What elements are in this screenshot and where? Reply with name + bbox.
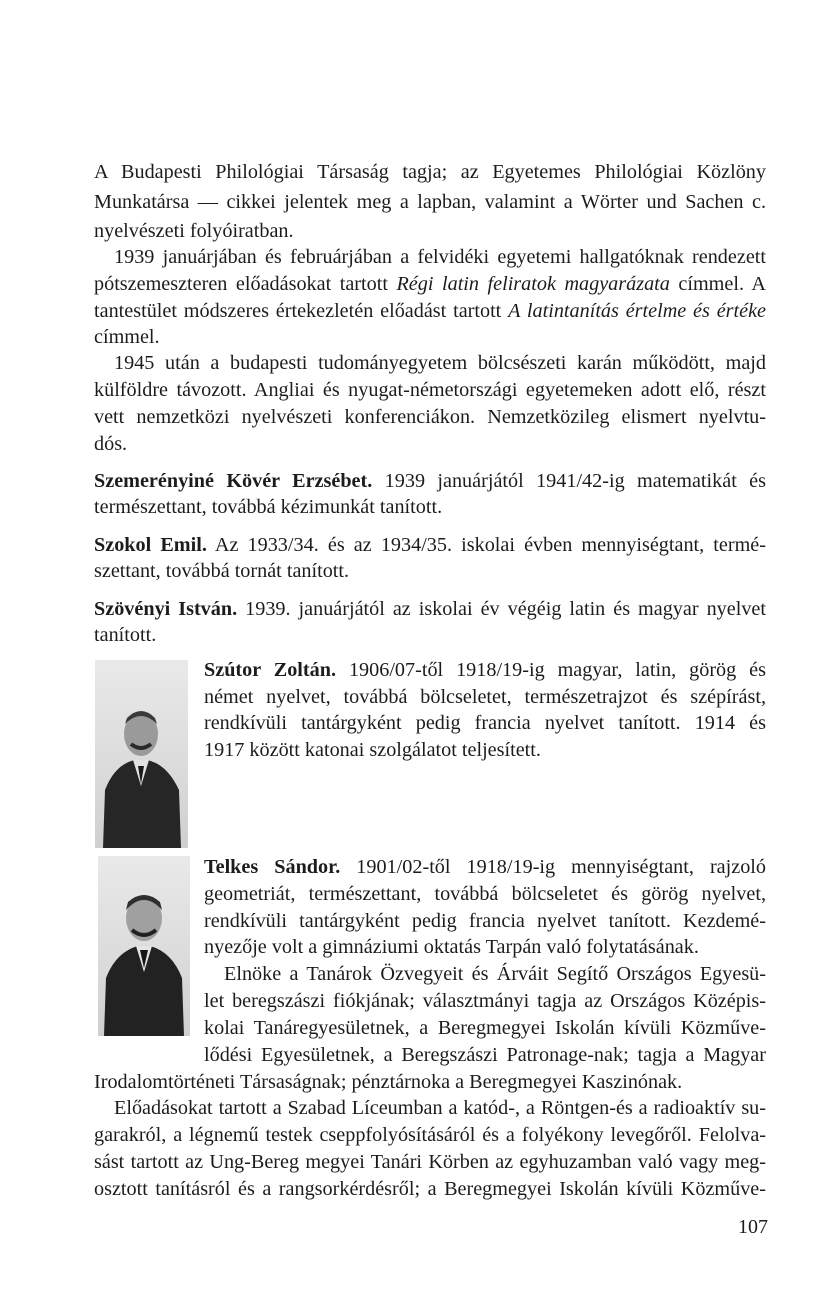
- text-line: szettant, továbbá tornát tanított.: [94, 560, 350, 582]
- text-line: [94, 532, 766, 558]
- text-run: pótszemeszteren előadásokat tartott: [94, 273, 397, 295]
- text-line: osztott tanításról és a rangsorkérdésről; a Beregmegyei Iskolán kívüli Közműve-: [94, 1178, 766, 1200]
- text-line: Elnöke a Tanárok Özvegyeit és Árváit Segítő Országos Egyesü-: [224, 963, 766, 985]
- text-line: let beregszászi fiókjának; választmányi tagja az Országos Középis-: [204, 990, 766, 1012]
- portrait-figure: [95, 660, 188, 848]
- lecture-title: A latintanítás értelme és értéke: [508, 300, 766, 322]
- text-line: külföldre távozott. Angliai és nyugat-németországi egyetemeken adott elő, részt: [94, 379, 766, 401]
- text-run: 1939. januárjától az iskolai év végéig latin és magyar nyelvet: [237, 598, 766, 620]
- text-line: Előadásokat tartott a Szabad Líceumban a katód-, a Röntgen-és a radioaktív su-: [114, 1097, 766, 1119]
- text-line: geometriát, természettant, továbbá bölcseletet és görög nyelvet,: [204, 883, 766, 905]
- person-name: Szútor Zoltán.: [204, 659, 337, 681]
- portrait-photo: [95, 660, 188, 848]
- text-line: [94, 271, 766, 297]
- text-line: sást tartott az Ung-Bereg megyei Tanári Körben az egyhuzamban való vagy meg-: [94, 1151, 766, 1173]
- text-line: lődési Egyesületnek, a Beregszászi Patronage-nak; tagja a Magyar: [204, 1044, 766, 1066]
- portrait-photo: [98, 856, 190, 1036]
- text-line: rendkívüli tantárgyként pedig francia nyelvet tanított. 1914 és: [204, 712, 766, 734]
- text-line: 1917 között katonai szolgálatot teljesített.: [204, 739, 541, 761]
- text-line: dós.: [94, 433, 128, 455]
- text-line: A Budapesti Philológiai Társaság tagja; az Egyetemes Philológiai Közlöny: [94, 161, 766, 183]
- text-line: vett nemzetközi nyelvészeti konferenciákon. Nemzetközileg elismert nyelvtu-: [94, 406, 766, 428]
- text-line: német nyelvet, továbbá bölcseletet, természetrajzot és szépírást,: [204, 686, 766, 708]
- page-number: 107: [738, 1216, 768, 1238]
- text-line: címmel.: [94, 326, 160, 348]
- text-line: garakról, a légnemű testek cseppfolyósításáról és a folyékony levegőről. Felolva-: [94, 1124, 766, 1146]
- text-line: nyezője volt a gimnáziumi oktatás Tarpán való folytatásának.: [204, 936, 699, 958]
- text-run: Az 1933/34. és az 1934/35. iskolai évben mennyiségtant, termé-: [206, 534, 766, 556]
- text-run: 1939 januárjától 1941/42-ig matematikát és: [372, 470, 766, 492]
- text-run: tantestület módszeres értekezletén előadást tartott: [94, 300, 509, 322]
- text-line: Irodalomtörténeti Társaságnak; pénztárnoka a Beregmegyei Kaszinónak.: [94, 1071, 683, 1093]
- text-line: Munkatársa — cikkei jelentek meg a lapban, valamint a Wörter und Sachen c.: [94, 191, 766, 213]
- text-line: 1939 januárjában és februárjában a felvidéki egyetemi hallgatóknak rendezett: [114, 246, 766, 268]
- portrait-figure: [98, 856, 190, 1036]
- person-name: Telkes Sándor.: [204, 856, 341, 878]
- person-name: Szemerényiné Kövér Erzsébet.: [94, 470, 373, 492]
- text-line: [94, 298, 766, 324]
- text-line: [204, 854, 766, 880]
- text-line: rendkívüli tantárgyként pedig francia nyelvet tanított. Kezdemé-: [204, 910, 766, 932]
- text-line: természettant, továbbá kézimunkát tanított.: [94, 496, 443, 518]
- text-line: tanított.: [94, 624, 157, 646]
- text-line: 1945 után a budapesti tudományegyetem bölcsészeti karán működött, majd: [114, 352, 766, 374]
- text-line: [204, 657, 766, 683]
- text-run: 1906/07-től 1918/19-ig magyar, latin, görög és: [336, 659, 766, 681]
- text-line: [94, 468, 766, 494]
- text-line: [94, 596, 766, 622]
- lecture-title: Régi latin feliratok magyarázata: [396, 273, 670, 295]
- person-name: Szövényi István.: [94, 598, 238, 620]
- text-line: nyelvészeti folyóiratban.: [94, 220, 294, 242]
- text-line: kolai Tanáregyesületnek, a Beregmegyei Iskolán kívüli Közműve-: [204, 1017, 766, 1039]
- text-run: 1901/02-től 1918/19-ig mennyiségtant, rajzoló: [340, 856, 766, 878]
- text-run: címmel. A: [669, 273, 766, 295]
- person-name: Szokol Emil.: [94, 534, 207, 556]
